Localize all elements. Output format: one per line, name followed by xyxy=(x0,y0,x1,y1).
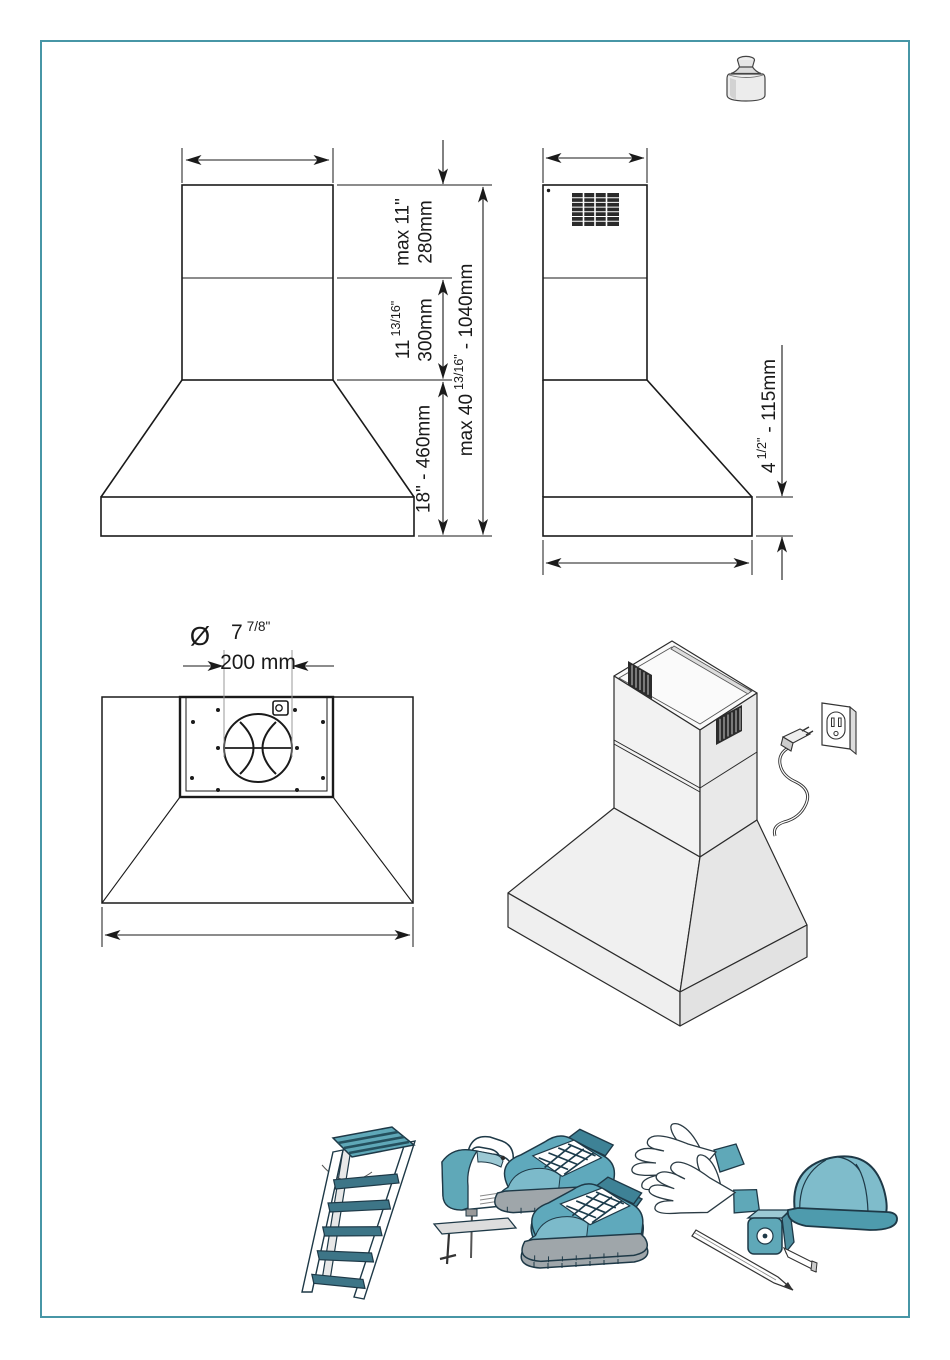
diameter-symbol: Ø xyxy=(189,621,211,651)
dim-duct-inches: 7 $^{7/8"}$ xyxy=(231,619,271,644)
svg-text:300mm: 300mm xyxy=(415,298,437,362)
dim-base-height: $4^{1/2"}-$ 115mm xyxy=(755,359,780,473)
power-plug-icon xyxy=(781,727,813,751)
power-cord xyxy=(774,746,807,836)
svg-text:280mm: 280mm xyxy=(415,200,437,264)
svg-text:1113/16": $11^{13/16"}$ xyxy=(389,300,414,360)
junction-box-icon xyxy=(273,701,288,715)
hard-hat-icon xyxy=(788,1156,897,1230)
work-gloves-icon xyxy=(632,1124,769,1236)
dim-total-height: $\max 40^{13/16"}-$ 1040mm xyxy=(452,263,477,457)
dim-hood-height: 18" - 460mm xyxy=(413,404,435,514)
bottom-view xyxy=(102,619,413,947)
safety-boots-icon xyxy=(495,1129,648,1269)
isometric-view xyxy=(508,641,856,1026)
wall-outlet-icon xyxy=(822,703,856,754)
dim-upper-duct-height xyxy=(393,198,437,266)
side-view xyxy=(543,148,793,580)
dim-duct-mm: 200 mm xyxy=(220,651,296,674)
front-view xyxy=(101,140,492,536)
dim-lower-duct-height xyxy=(389,298,437,361)
weight-icon xyxy=(727,56,765,101)
step-ladder-icon xyxy=(302,1127,415,1299)
svg-text:max 11": max 11" xyxy=(392,198,414,266)
vent-grille-icon xyxy=(572,193,619,226)
